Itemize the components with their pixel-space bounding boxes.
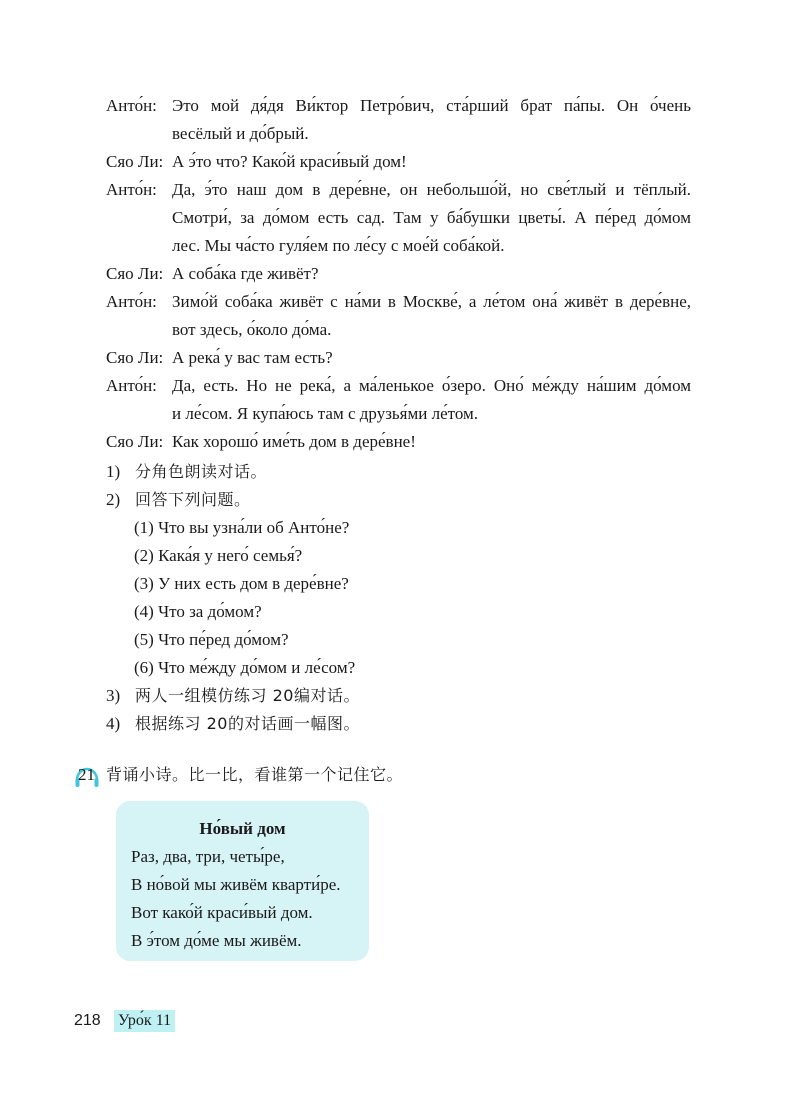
poem-title: Но́вый дом	[199, 819, 286, 838]
dialogue-text: Да, есть. Но не река́, а ма́ленькое о́зеро. Оно́ ме́жду на́шим до́мом	[172, 376, 691, 395]
dialogue-line	[106, 260, 691, 288]
exercise-number: 21	[78, 765, 95, 784]
dialogue-text: Зимо́й соба́ка живёт с на́ми в Москве́, а ле́том она́ живёт в дере́вне,	[172, 292, 691, 311]
dialogue-line	[106, 288, 691, 316]
dialogue-text: А река́ у вас там есть?	[172, 348, 333, 367]
speaker-label: Сяо Ли:	[106, 432, 164, 451]
speaker-label: Анто́н:	[106, 180, 157, 199]
poem-line: Вот како́й краси́вый дом.	[131, 903, 313, 922]
task-number: 1)	[106, 462, 121, 481]
question-text: (1) Что вы узна́ли об Анто́не?	[134, 518, 350, 537]
dialogue-text: лес. Мы ча́сто гуля́ем по ле́су с мое́й соба́кой.	[172, 236, 505, 255]
exercise-instruction: 背诵小诗。比一比，看谁第一个记住它。	[106, 765, 404, 784]
dialogue-text: весёлый и до́брый.	[172, 124, 309, 143]
dialogue-line	[106, 120, 691, 148]
question-text: (3) У них есть дом в дере́вне?	[134, 574, 349, 593]
dialogue-text: А соба́ка где живёт?	[172, 264, 319, 283]
speaker-label: Анто́н:	[106, 376, 157, 395]
question-text: (5) Что пе́ред до́мом?	[134, 630, 289, 649]
dialogue-line	[106, 428, 691, 456]
task-text: 两人一组模仿练习 20编对话。	[135, 686, 360, 705]
page-number: 218	[74, 1012, 101, 1029]
poem-line: Раз, два, три, четы́ре,	[131, 847, 285, 866]
dialogue-line	[106, 344, 691, 372]
speaker-label: Анто́н:	[106, 292, 157, 311]
lesson-label: Уро́к 11	[114, 1010, 175, 1032]
speaker-label: Сяо Ли:	[106, 264, 164, 283]
task-text: 回答下列问题。	[135, 490, 251, 509]
dialogue-line	[106, 400, 691, 428]
speaker-label: Сяо Ли:	[106, 152, 164, 171]
task-number: 3)	[106, 686, 121, 705]
poem-line: В э́том до́ме мы живём.	[131, 931, 302, 950]
question-text: (2) Кака́я у него́ семья́?	[134, 546, 303, 565]
dialogue-text: и ле́сом. Я купа́юсь там с друзья́ми ле́том.	[172, 404, 478, 423]
dialogue-text: Как хорошо́ име́ть дом в дере́вне!	[172, 432, 416, 451]
task-number: 2)	[106, 490, 121, 509]
task-number: 4)	[106, 714, 121, 733]
question-text: (6) Что ме́жду до́мом и ле́сом?	[134, 658, 356, 677]
dialogue-text: А э́то что? Како́й краси́вый дом!	[172, 152, 407, 171]
dialogue-text: Это мой дя́дя Ви́ктор Петро́вич, ста́рший брат па́пы. Он о́чень	[172, 96, 691, 115]
task-text: 分角色朗读对话。	[135, 462, 268, 481]
dialogue-text: Смотри́, за до́мом есть сад. Там у ба́бушки цветы́. А пе́ред до́мом	[172, 208, 691, 227]
dialogue	[106, 92, 691, 456]
speaker-label: Сяо Ли:	[106, 348, 164, 367]
dialogue-line	[106, 204, 691, 232]
question-text: (4) Что за до́мом?	[134, 602, 262, 621]
dialogue-line	[106, 92, 691, 120]
dialogue-line	[106, 372, 691, 400]
task-text: 根据练习 20的对话画一幅图。	[135, 714, 360, 733]
dialogue-line	[106, 232, 691, 260]
poem-line: В но́вой мы живём кварти́ре.	[131, 875, 341, 894]
dialogue-line	[106, 176, 691, 204]
dialogue-text: Да, э́то наш дом в дере́вне, он небольшо́й, но све́тлый и тёплый.	[172, 180, 691, 199]
speaker-label: Анто́н:	[106, 96, 157, 115]
dialogue-text: вот здесь, о́коло до́ма.	[172, 320, 332, 339]
poem-box	[116, 801, 369, 961]
dialogue-line	[106, 316, 691, 344]
dialogue-line	[106, 148, 691, 176]
